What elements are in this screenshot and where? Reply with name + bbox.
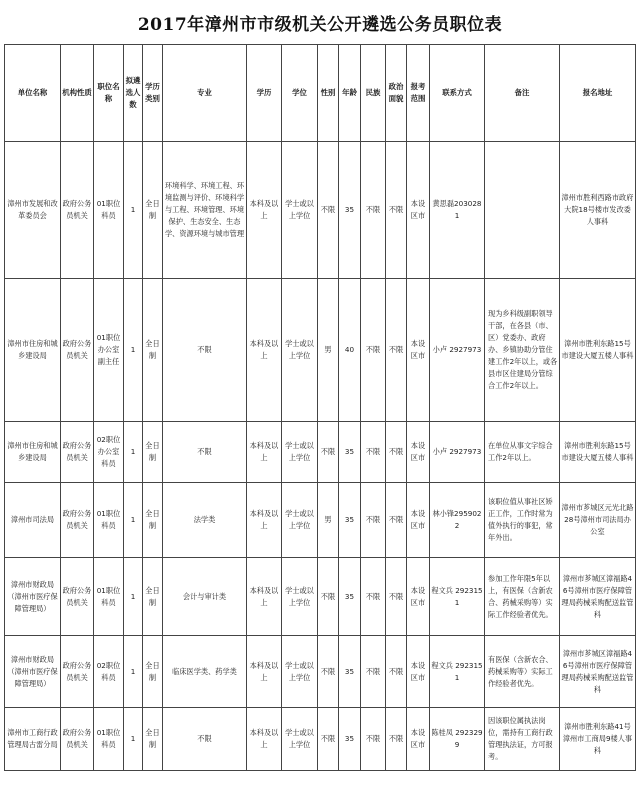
- table-row: [5, 558, 636, 636]
- header-age: 年龄: [339, 45, 361, 142]
- cell-contact: 小卢 2927973: [430, 422, 485, 483]
- cell-remark: 在单位从事文字综合工作2年以上。: [485, 422, 560, 483]
- cell-education: 本科及以上: [247, 142, 282, 279]
- cell-count: 1: [124, 708, 143, 771]
- cell-count: 1: [124, 483, 143, 558]
- cell-address: 漳州市芗城区漳福路46号漳州市医疗保障管理局药械采购配送监管科: [560, 558, 636, 636]
- cell-address: 漳州市胜利东路41号漳州市工商局9楼人事科: [560, 708, 636, 771]
- cell-gender: 不限: [318, 558, 339, 636]
- cell-major: 临床医学类、药学类: [163, 636, 247, 708]
- cell-degree: 学士或以上学位: [282, 422, 318, 483]
- cell-org-nature: 政府公务员机关: [61, 422, 94, 483]
- table-row: [5, 422, 636, 483]
- cell-education: 本科及以上: [247, 636, 282, 708]
- cell-age: 35: [339, 422, 361, 483]
- cell-edu-type: 全日制: [143, 142, 163, 279]
- cell-ethnicity: 不限: [361, 558, 386, 636]
- header-count: 拟遴选人数: [124, 45, 143, 142]
- page-title: 2017年漳州市市级机关公开遴选公务员职位表: [137, 15, 503, 35]
- cell-political: 不限: [386, 708, 407, 771]
- cell-education: 本科及以上: [247, 558, 282, 636]
- cell-gender: 男: [318, 279, 339, 422]
- cell-address: 漳州市胜利西路市政府大院18号楼市发改委人事科: [560, 142, 636, 279]
- cell-contact: 林小锋2959022: [430, 483, 485, 558]
- cell-post: 01职位科员: [94, 142, 124, 279]
- cell-address: 漳州市芗城区漳福路46号漳州市医疗保障管理局药械采购配送监管科: [560, 636, 636, 708]
- header-ethnicity: 民族: [361, 45, 386, 142]
- cell-degree: 学士或以上学位: [282, 142, 318, 279]
- cell-political: 不限: [386, 558, 407, 636]
- cell-ethnicity: 不限: [361, 279, 386, 422]
- cell-education: 本科及以上: [247, 708, 282, 771]
- cell-address: 漳州市芗城区元光北路28号漳州市司法局办公室: [560, 483, 636, 558]
- cell-remark: 有医保（含新农合、药械采购等）实际工作经验者优先。: [485, 636, 560, 708]
- cell-address: 漳州市胜利东路15号市建设大厦五楼人事科: [560, 279, 636, 422]
- cell-ethnicity: 不限: [361, 483, 386, 558]
- cell-post: 01职位科员: [94, 483, 124, 558]
- cell-edu-type: 全日制: [143, 422, 163, 483]
- header-edu-type: 学历类别: [143, 45, 163, 142]
- header-exam-scope: 报考范围: [407, 45, 430, 142]
- cell-edu-type: 全日制: [143, 708, 163, 771]
- cell-political: 不限: [386, 142, 407, 279]
- cell-degree: 学士或以上学位: [282, 708, 318, 771]
- cell-degree: 学士或以上学位: [282, 279, 318, 422]
- cell-major: 法学类: [163, 483, 247, 558]
- cell-contact: 程文兵 2923151: [430, 636, 485, 708]
- cell-age: 35: [339, 483, 361, 558]
- cell-remark: 参加工作年限5年以上，有医保（含新农合、药械采购等）实际工作经验者优先。: [485, 558, 560, 636]
- cell-gender: 男: [318, 483, 339, 558]
- cell-unit: 漳州市工商行政管理局古雷分局: [5, 708, 61, 771]
- cell-gender: 不限: [318, 636, 339, 708]
- cell-degree: 学士或以上学位: [282, 483, 318, 558]
- cell-exam-scope: 本设区市: [407, 636, 430, 708]
- cell-org-nature: 政府公务员机关: [61, 279, 94, 422]
- cell-age: 35: [339, 708, 361, 771]
- cell-contact: 陈桂凤 2923299: [430, 708, 485, 771]
- cell-contact: 小卢 2927973: [430, 279, 485, 422]
- cell-count: 1: [124, 558, 143, 636]
- cell-major: 不限: [163, 708, 247, 771]
- header-address: 报名地址: [560, 45, 636, 142]
- cell-address: 漳州市胜利东路15号市建设大厦五楼人事科: [560, 422, 636, 483]
- cell-org-nature: 政府公务员机关: [61, 483, 94, 558]
- cell-count: 1: [124, 636, 143, 708]
- table-row: [5, 483, 636, 558]
- cell-age: 35: [339, 142, 361, 279]
- cell-exam-scope: 本设区市: [407, 142, 430, 279]
- cell-remark: [485, 142, 560, 279]
- cell-gender: 不限: [318, 708, 339, 771]
- cell-count: 1: [124, 142, 143, 279]
- cell-edu-type: 全日制: [143, 483, 163, 558]
- cell-exam-scope: 本设区市: [407, 483, 430, 558]
- cell-age: 35: [339, 558, 361, 636]
- cell-education: 本科及以上: [247, 279, 282, 422]
- cell-political: 不限: [386, 636, 407, 708]
- cell-ethnicity: 不限: [361, 636, 386, 708]
- header-unit: 单位名称: [5, 45, 61, 142]
- cell-contact: 程文兵 2923151: [430, 558, 485, 636]
- cell-org-nature: 政府公务员机关: [61, 558, 94, 636]
- table-row: [5, 279, 636, 422]
- cell-political: 不限: [386, 279, 407, 422]
- cell-exam-scope: 本设区市: [407, 279, 430, 422]
- cell-political: 不限: [386, 483, 407, 558]
- cell-remark: 该职位值从事社区矫正工作，工作时常为值外执行的事犯，常年外出。: [485, 483, 560, 558]
- cell-major: 环境科学、环境工程、环境监测与评价、环境科学与工程、环境管理、环境保护、生态安全、生态学、资源环境与城市管理: [163, 142, 247, 279]
- cell-unit: 漳州市住房和城乡建设局: [5, 279, 61, 422]
- cell-political: 不限: [386, 422, 407, 483]
- cell-count: 1: [124, 279, 143, 422]
- cell-count: 1: [124, 422, 143, 483]
- cell-org-nature: 政府公务员机关: [61, 142, 94, 279]
- header-political: 政治面貌: [386, 45, 407, 142]
- table-row: [5, 142, 636, 279]
- cell-edu-type: 全日制: [143, 636, 163, 708]
- cell-remark: 现为乡科级副职领导干部，在各县（市、区）党委办、政府办、乡镇协助分管住建工作2年以上，或各县市区住建局分管综合工作2年以上。: [485, 279, 560, 422]
- cell-edu-type: 全日制: [143, 279, 163, 422]
- cell-unit: 漳州市住房和城乡建设局: [5, 422, 61, 483]
- cell-age: 35: [339, 636, 361, 708]
- table-row: [5, 636, 636, 708]
- table-row: [5, 708, 636, 771]
- header-gender: 性别: [318, 45, 339, 142]
- cell-unit: 漳州市司法局: [5, 483, 61, 558]
- cell-ethnicity: 不限: [361, 142, 386, 279]
- header-degree: 学位: [282, 45, 318, 142]
- cell-degree: 学士或以上学位: [282, 636, 318, 708]
- cell-major: 会计与审计类: [163, 558, 247, 636]
- cell-post: 02职位科员: [94, 636, 124, 708]
- cell-exam-scope: 本设区市: [407, 422, 430, 483]
- position-table: [4, 44, 636, 771]
- cell-gender: 不限: [318, 422, 339, 483]
- cell-education: 本科及以上: [247, 422, 282, 483]
- cell-post: 01职位科员: [94, 558, 124, 636]
- cell-org-nature: 政府公务员机关: [61, 636, 94, 708]
- cell-degree: 学士或以上学位: [282, 558, 318, 636]
- cell-org-nature: 政府公务员机关: [61, 708, 94, 771]
- cell-edu-type: 全日制: [143, 558, 163, 636]
- header-org-nature: 机构性质: [61, 45, 94, 142]
- header-remark: 备注: [485, 45, 560, 142]
- cell-ethnicity: 不限: [361, 708, 386, 771]
- cell-education: 本科及以上: [247, 483, 282, 558]
- cell-major: 不限: [163, 279, 247, 422]
- cell-post: 01职位科员: [94, 708, 124, 771]
- cell-unit: 漳州市发展和改革委员会: [5, 142, 61, 279]
- header-major: 专业: [163, 45, 247, 142]
- cell-post: 02职位办公室科员: [94, 422, 124, 483]
- header-education: 学历: [247, 45, 282, 142]
- header-row: [5, 45, 636, 142]
- cell-post: 01职位办公室副主任: [94, 279, 124, 422]
- header-post: 职位名称: [94, 45, 124, 142]
- cell-ethnicity: 不限: [361, 422, 386, 483]
- cell-unit: 漳州市财政局（漳州市医疗保障管理局）: [5, 636, 61, 708]
- header-contact: 联系方式: [430, 45, 485, 142]
- cell-age: 40: [339, 279, 361, 422]
- cell-contact: 黄思磊2030281: [430, 142, 485, 279]
- cell-exam-scope: 本设区市: [407, 708, 430, 771]
- cell-gender: 不限: [318, 142, 339, 279]
- cell-remark: 因该职位属执法岗位，需持有工商行政管理执法证，方可报考。: [485, 708, 560, 771]
- cell-exam-scope: 本设区市: [407, 558, 430, 636]
- cell-major: 不限: [163, 422, 247, 483]
- cell-unit: 漳州市财政局（漳州市医疗保障管理局）: [5, 558, 61, 636]
